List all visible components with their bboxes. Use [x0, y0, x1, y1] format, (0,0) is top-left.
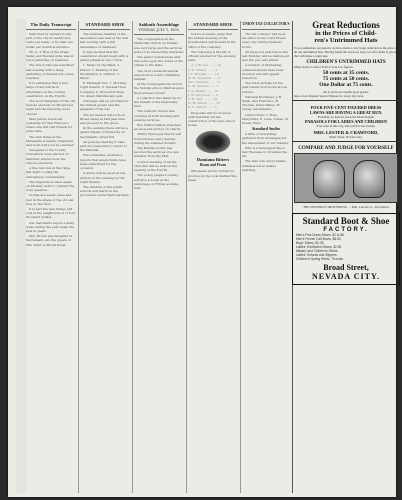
price-line-3: One Dollar at 75 cents. [319, 82, 373, 88]
children-hats-heading: CHILDREN'S UNTRIMMED HATS [306, 60, 386, 65]
shoe-right-icon [353, 160, 385, 198]
price-line-1: 50 cents at 35 cents. [322, 70, 370, 76]
compare-title: COMPARE AND JUDGE FOR YOURSELF [298, 146, 394, 151]
reductions-line-2: in the Prices of Child- [315, 30, 377, 37]
column-1: The Daily Transcript Delivered by carriers to any part of the city at twenty-five cents per week, or by mail one dollar per month in advance. Mr. A. T. Rice of the Grass Valley and Nevada mine was in town yesterday on business. The Union hall was well filled last evening with a large gathering of citizens who came together. It is estimated that a very large crowd will be in attendance at the coming celebration on the Fourth. The Good Templars of this city held an election of officers last night and the following were chosen. Miss Jennie Lewis left yesterday for San Francisco where she will visit friends for some time. The new flume at the Manzanita is nearly completed and work will soon be resumed. Delegates to the County Convention were elected on Saturday afternoon at the various precincts. A fine rain fell on the ridge last night cooling the atmosphere considerably. The Supervisors meet again on Monday next to consider the road question. Ye that are weary come and rest in the shade of the old oak tree by the river. It is said the new bridge will cost in the neighborhood of four thousand dollars. Our merchants report a lively trade during the past week, the best in years. Mrs. Brown and daughter of Sacramento are the guests of Mrs. Kidd on Broad street. [26, 22, 76, 247]
market-heading: Beans and Pecan [200, 163, 226, 168]
column-3: Sabbath Assemblage TUESDAY, JULY 1, 1890. The congregation at the Methodist church on Sunday was very large and the services were of an interesting character. The pastor delivered an able discourse upon the duties of the citizen to the state. The choir rendered several selections in a very creditable manner. At the Congregational church the Sunday school children gave their annual concert. A collection was taken up for the benefit of the missionary fund. The Catholic church was crowded at both morning and evening services. Rev. Father Dalton preached an eloquent sermon on charity. Trinity Episcopal church will hold services every Sunday during the summer months. The Baptist society has secured the services of a new minister from the East. A union meeting of all the churches will be held on the evening of the Fourth. The young people's society will give a social at the parsonage on Friday evening next. [134, 22, 184, 190]
masthead-title: The Daily Transcript [30, 22, 72, 27]
standard-smiles-heading: Standard Smiles [251, 126, 281, 132]
reductions-line-3: ren's Untrimmed Hats [314, 37, 378, 44]
column-5: UNION TAX COLLECTOR'S The tax collector will be at his office in the Court House every day during business hours. All taxes not paid before the last Monday will be delinquent and five per cent added. A number of interesting communications have been received and will appear tomorrow. The hotel arrivals for the past twenty-four hours are as follows. National Exchange: J. B. Wells, San Francisco; R. Thomas, Grass Valley; M. Young, Sacramento. Union Hotel: C. Ross, Marysville; E. Lane, Colfax; W. Green, Reno. Standard Smiles A little of everything gathered from exchanges for the amusement of our readers. Why is a newspaper like a fan? Because it circulates the air. The man who never makes mistakes never makes anything. [242, 22, 290, 172]
lawns-line-2: LAWNS ARE HAVING A GREAT RUN. [309, 110, 383, 115]
shoe-left-icon [313, 160, 345, 198]
store-street: Broad Street, [323, 262, 369, 272]
eagle-emblem-icon [193, 129, 233, 155]
column-4-heading: STANDARD SHOE [193, 22, 233, 27]
left-binding-strip [16, 19, 26, 493]
firm-name: MRS. LESTER & CRAWFORD, [313, 130, 379, 135]
store-subtitle: FACTORY. [323, 226, 369, 233]
reductions-title: Great Reductions [312, 20, 380, 30]
column-4: STANDARD SHOE Notice is hereby given that the annual meeting of the stockholders will be held at the office of the company. The following is the list of officers elected for the ensuing term. A. J. Brown ........ 12 C. E. Mulloy ....... 9 J. T. Morgan ....... 14 W. H. Crawford ..... 8 Geo. Fletcher ...... 11 E. M. Preston ...... 7 F. G. Beatty ....... 13 J. W. Ferguson ..... 6 T. H. Carr ......... 10 H. M. Smith ........ 15 D. S. Abbott ....... 5 Proposals will be received until Saturday for the construction of the new school house. Damiana Bitters Beans and Pecan Wholesale prices current for produce in the local market this week. [188, 22, 237, 182]
column-2: STANDARD SHOE The business meeting of the association was held at the hall last evening with a full attendance of members. It was decided that the celebration should begin with a grand parade at ten o'clock. 1. Music by the Band. 2. Prayer. 3. Reading of the Declaration. 4. Oration. 5. Music. 6. Midnight Sun. 7. Morning Light Guards. 8. Nevada Hose Company. 9. Protection Hose. 10. Grand Marshal and aids. Carriages will be provided for the invited guests and the speakers of the day. The procession will form on Broad street at half past nine and proceed to the grove. In the evening there will be a grand display of fireworks on Sacramento street hill. All persons desiring to take part are requested to report to the Marshal. The committee on finance reports that ample funds have been subscribed for the occasion. A dance will be given at the Armory in the evening by the Light Guards. The children of the public schools will march in the procession under their teachers. [80, 22, 130, 198]
advertisement-column: Great Reductions in the Prices of Child- ren's Untrimmed Hats To accommodate our patrons we have made a very large reduction in the price of all our untrimmed hats. Having found the stock too large we offer them at prices that will make a rapid sale. CHILDREN'S UNTRIMMED HATS Many styles to select from at very low figures. 50 cents at 35 cents. 75 cents at 50 cents. One Dollar at 75 cents. All at above in equally good grades. One of our Popular Special Shapes for every day wear. FOUR FIVE-CENT FIGURED DRESS LAWNS ARE HAVING A GREAT RUN. Probably we have in stock the Most Elegant PARASOLS FOR LADIES AND CHILDREN Ever seen in this city, and sold for less money. MRS. LESTER & CRAWFORD, Main Street, Nevada City. COMPARE AND JUDGE FOR YOURSELF THE ONE PRICE SHOE HOUSE — Hall, Latz & Co., Proprietors Standard Boot & Shoe FACTORY. Men's Fine Dress Shoes, $2 to $5. Men's French Calf Boots, $6.50. Boys' Shoes, $1.25. Ladies' Kid Button Shoes, $2.50. Misses' and Children's Shoes. Ladies' Oxfords and Slippers. Children's Spring Heels, 75 cents. Broad Street, NEVADA CITY. [292, 17, 400, 491]
parasols-line: PARASOLS FOR LADIES AND CHILDREN [304, 119, 388, 124]
lawns-line-1: FOUR FIVE-CENT FIGURED DRESS [310, 105, 382, 110]
damiana-bitters-ad: Damiana Bitters [196, 157, 230, 163]
price-line-2: 75 cents at 50 cents. [322, 76, 370, 82]
store-city: NEVADA CITY. [311, 271, 381, 281]
store-title: Standard Boot & Shoe [302, 216, 390, 226]
dateline: TUESDAY, JULY 1, 1890. [138, 28, 180, 32]
shoe-illustration [294, 153, 398, 203]
column-2-heading: STANDARD SHOE [85, 22, 125, 27]
column-5-heading: UNION TAX COLLECTOR'S [242, 22, 290, 26]
newspaper-page [8, 7, 396, 497]
column-3-heading: Sabbath Assemblage [138, 22, 180, 27]
